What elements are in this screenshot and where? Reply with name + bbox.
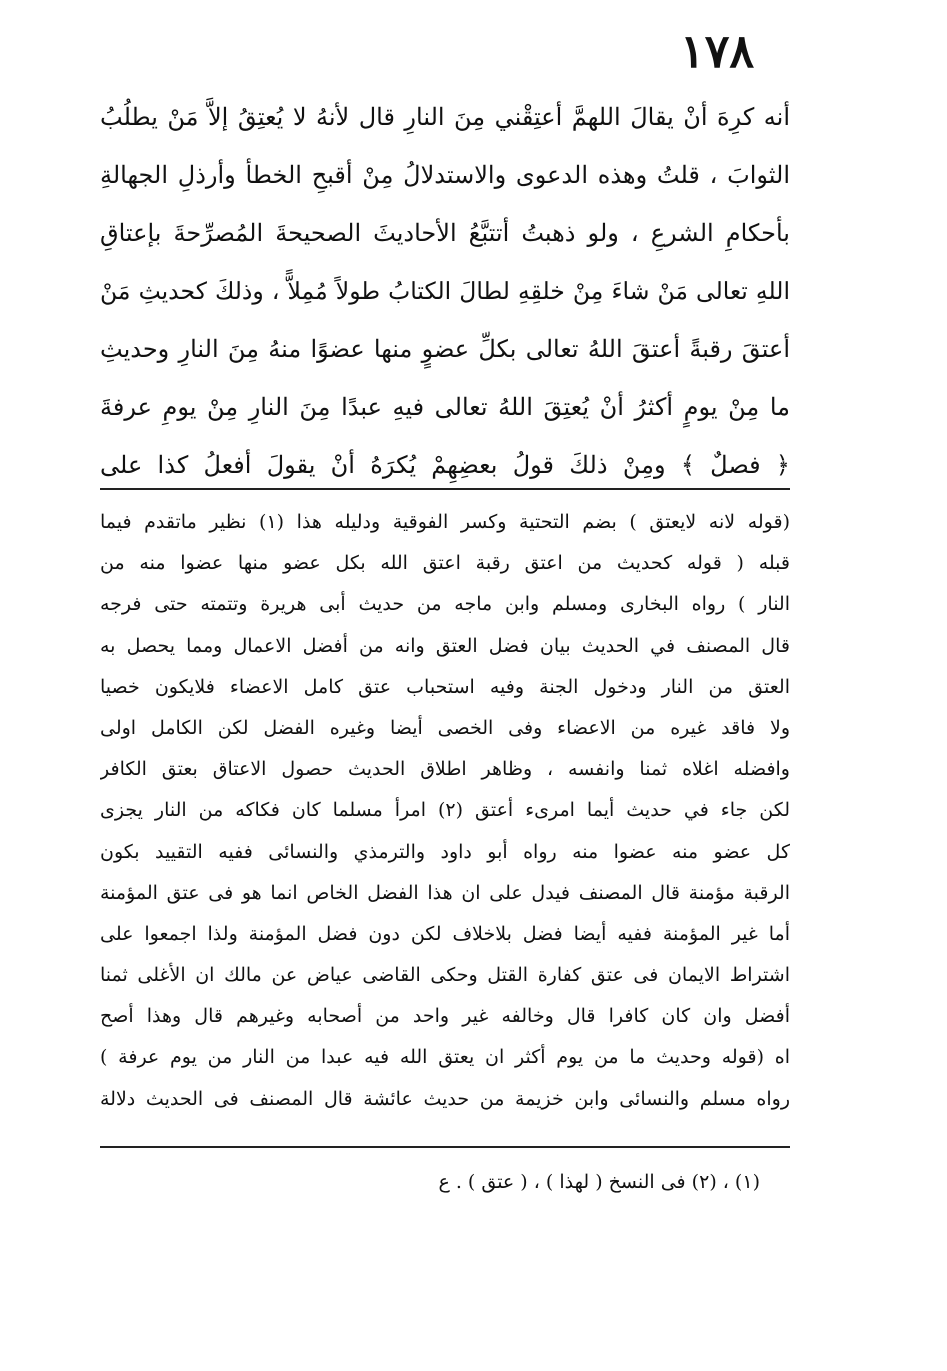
main-text-line: ﴿ فصلٌ ﴾ ومِنْ ذلكَ قولُ بعضِهِمْ يُكرَهُ أنْ يقولَ أفعلُ كذا على bbox=[100, 451, 790, 479]
main-text-line: أعتقَ رقبةً أعتقَ اللهُ تعالى بكلِّ عضوٍ منها عضوًا منهُ مِنَ النارِ وحديثِ bbox=[100, 335, 790, 363]
main-commentary-divider bbox=[100, 488, 790, 490]
commentary-line: وافضله اغلاه ثمنا وانفسه ، وظاهر اطلاق الحديث حصول الاعتاق بعتق الكافر bbox=[100, 758, 790, 781]
commentary-line: قبله ( قوله كحديث من اعتق رقبة اعتق الله بكل عضو منها عضوا منه من bbox=[100, 552, 790, 575]
commentary-line: لكن جاء في حديث أيما امرىء أعتق (٢) امرأ مسلما كان فكاكه من النار يجزى bbox=[100, 799, 790, 822]
commentary-line: العتق من النار ودخول الجنة وفيه استحباب عتق كامل الاعضاء فلايكون خصيا bbox=[100, 675, 790, 698]
commentary-line: أفضل وان كان كافرا قال وخالفه غير واحد من أصحابه وغيرهم قال وهذا أصح bbox=[100, 1005, 790, 1028]
main-text-line: اللهِ تعالى مَنْ شاءَ مِنْ خلقِهِ لطالَ الكتابُ طولاً مُمِلاًّ ، وذلكَ كحديثِ مَنْ bbox=[100, 277, 790, 305]
main-text-line: بأحكامِ الشرعِ ، ولو ذهبتُ أتتبَّعُ الأحاديثَ الصحيحةَ المُصرِّحةَ بإعتاقِ bbox=[100, 219, 790, 247]
commentary-line: قال المصنف في الحديث بيان فضل العتق وانه من أفضل الاعمال ومما يحصل به bbox=[100, 634, 790, 657]
commentary-line: رواه مسلم والنسائى وابن خزيمة من حديث عائشة قال المصنف فى الحديث دلالة bbox=[100, 1087, 790, 1110]
commentary-line: اشتراط الايمان فى عتق كفارة القتل وحكى القاضى عياض عن مالك ان الأغلى ثمنا bbox=[100, 964, 790, 987]
footnote: (١) ، (٢) فى النسخ ( لهذا ) ، ( عتق ) . ع bbox=[438, 1171, 760, 1193]
footnote-divider bbox=[100, 1146, 790, 1148]
commentary-line: (قوله لانه لايعتق ) بضم التحتية وكسر الفوقية ودليله هذا (١) نظير ماتقدم فيما bbox=[100, 511, 790, 533]
main-text-block bbox=[100, 88, 790, 494]
commentary-line: النار ) رواه البخارى ومسلم وابن ماجه من حديث أبى هريرة وتتمته حتى فرجه bbox=[100, 593, 790, 616]
commentary-line: الرقبة مؤمنة قال المصنف فيدل على ان هذا الفضل الخاص انما هو فى عتق المؤمنة bbox=[100, 881, 790, 904]
commentary-block bbox=[100, 502, 790, 1120]
page-number: ١٧٨ bbox=[680, 24, 755, 78]
main-text-line: الثوابَ ، قلتُ وهذه الدعوى والاستدلالُ مِنْ أقبحِ الخطأ وأرذلِ الجهالةِ bbox=[100, 161, 790, 189]
main-text-line: أنه كرِهَ أنْ يقالَ اللهمَّ أعتِقْني مِنَ النارِ قال لأنهُ لا يُعتِقُ إلاَّ مَنْ يطلُبُ bbox=[100, 103, 790, 131]
commentary-line: أما غير المؤمنة ففيه أيضا فضل بلاخلاف لكن دون فضل المؤمنة ولذا اجمعوا على bbox=[100, 922, 790, 945]
commentary-line: ولا فاقد غيره من الاعضاء وفى الخصى أيضا وغيره الفضل لكن الكامل اولى bbox=[100, 716, 790, 739]
commentary-line: اه (قوله وحديث ما من يوم أكثر ان يعتق الله فيه عبدا من النار من يوم عرفة ) bbox=[100, 1046, 790, 1069]
main-text-line: ما مِنْ يومٍ أكثرُ أنْ يُعتِقَ اللهُ تعالى فيهِ عبدًا مِنَ النارِ مِنْ يومِ عرفةَ bbox=[100, 393, 790, 421]
commentary-line: كل عضو منه عضوا منه رواه أبو داود والترمذي والنسائى ففيه التقييد بكون bbox=[100, 840, 790, 863]
